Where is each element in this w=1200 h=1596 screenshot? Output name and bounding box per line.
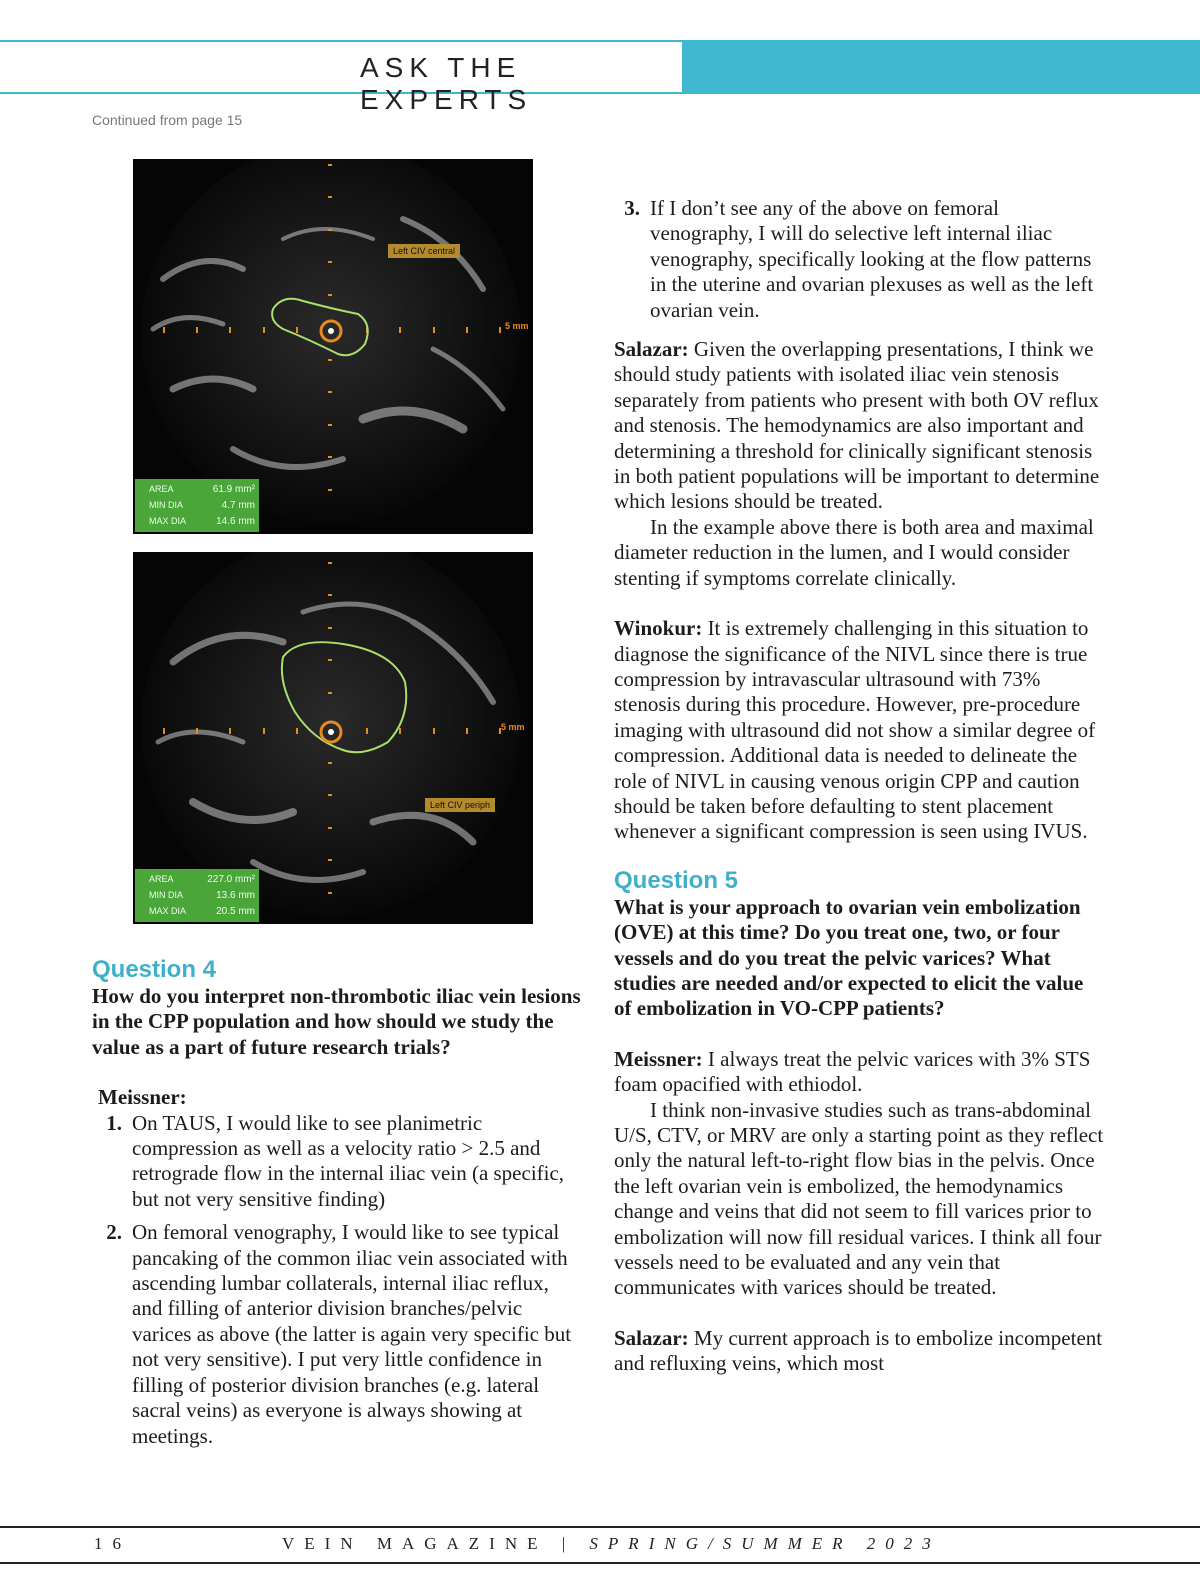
footer-rule-top — [0, 1526, 1200, 1528]
question-4-text: How do you interpret non-thrombotic iliac vein lesions in the CPP population and how should we study the value as a part of future research trials? — [92, 984, 581, 1059]
header-accent-block — [682, 40, 1200, 94]
question-4-heading: Question 4 — [92, 956, 217, 983]
meissner-answer-list — [92, 1111, 582, 1449]
salazar-answer-q5: Salazar: My current approach is to embolize incompetent and refluxing veins, which most — [614, 1325, 1103, 1376]
page-number: 16 — [94, 1534, 131, 1553]
question-5-heading: Question 5 — [614, 866, 739, 894]
meissner-answer-q5-continued: I think non-invasive studies such as trans-abdominal U/S, CTV, or MRV are only a starting point as they reflect only the natural left-to-right flow bias in the pelvis. Once the left ovarian vein is embolized, the hemodynamics change and veins that did not seem to fill varices prior to embolization will now fill residual varices. I think all four vessels need to be evaluated and any vein that communicates with varices should be treated. — [614, 1097, 1104, 1300]
measurement-row-area: AREA 61.9 mm² — [149, 483, 255, 495]
scale-marker: 5 mm — [501, 722, 525, 732]
salazar-answer-q4: Salazar: Given the overlapping presentations, I think we should study patients with isolated iliac vein stenosis separately from patients who present with both OV reflux and stenosis. The hemodynamics are also important and determining a threshold for clinically significant stenosis in both patient populations will be important to determine which lesions should be treated. — [614, 337, 1100, 514]
measurement-row-max-dia: MAX DIA 14.6 mm — [149, 515, 255, 527]
ivus-scan-graphic — [133, 159, 533, 534]
measurement-row-area: AREA 227.0 mm² — [149, 873, 255, 885]
speaker-meissner: Meissner: — [98, 1085, 187, 1110]
measurement-row-max-dia: MAX DIA 20.5 mm — [149, 905, 255, 917]
right-column-text — [614, 196, 1104, 1377]
ivus-view-label: Left CIV central — [388, 244, 460, 258]
magazine-name: VEIN MAGAZINE — [282, 1534, 548, 1553]
measurement-panel — [135, 869, 259, 922]
scale-marker: 5 mm — [505, 321, 529, 331]
meissner-answer-list-continued — [610, 196, 1104, 323]
issue-name: SPRING/SUMMER 2023 — [589, 1534, 941, 1553]
salazar-answer-q4-continued: In the example above there is both area and maximal diameter reduction in the lumen, and I would consider stenting if symptoms correlate clinically. — [614, 514, 1094, 590]
measurement-row-min-dia: MIN DIA 13.6 mm — [149, 889, 255, 901]
footer-rule-bottom — [0, 1562, 1200, 1564]
meissner-answer-q5: Meissner: I always treat the pelvic varices with 3% STS foam opacified with ethiodol. — [614, 1046, 1091, 1097]
list-item: 2. On femoral venography, I would like to see typical pancaking of the common iliac vein associated with ascending lumbar collaterals, internal iliac reflux, and filling of anterior division branches/pelvic varices as above (the latter is again very specific but not very sensitive). I put very little confidence in filling of posterior division branches (e.g. lateral sacral veins) as everyone is always showing at meetings. — [106, 1220, 572, 1448]
left-column-text — [92, 956, 582, 1449]
ivus-image-periph — [133, 552, 533, 924]
measurement-row-min-dia: MIN DIA 4.7 mm — [149, 499, 255, 511]
list-item: 1. On TAUS, I would like to see planimetric compression as well as a velocity ratio > 2.5 and retrograde flow in the internal iliac vein (a specific, but not very sensitive finding) — [106, 1110, 565, 1211]
winokur-answer-q4: Winokur: It is extremely challenging in this situation to diagnose the significance of the NIVL since there is true compression by intravascular ultrasound with 73% stenosis during this procedure. However, pre-procedure imaging with ultrasound did not show a similar degree of compression. Additional data is needed to delineate the role of NIVL in causing venous origin CPP and caution should be taken before defaulting to stent placement whenever a significant compression is seen using IVUS. — [614, 616, 1096, 844]
list-item: 3. If I don’t see any of the above on femoral venography, I will do selective left internal iliac venography, specifically looking at the flow patterns in the uterine and ovarian plexuses as well as the left ovarian vein. — [624, 196, 1094, 322]
section-title: ASK THE EXPERTS — [360, 52, 533, 115]
question-5-text: What is your approach to ovarian vein embolization (OVE) at this time? Do you treat one, two, or four vessels and do you treat the pelvic varices? What studies are needed and/or expected to elicit the value of embolization in VO-CPP patients? — [614, 894, 1084, 1021]
measurement-panel — [135, 479, 259, 532]
footer-magazine-issue — [282, 1534, 941, 1554]
header-rule-top — [0, 40, 682, 42]
continued-note: Continued from page 15 — [92, 112, 243, 128]
ivus-image-central — [133, 159, 533, 534]
footer-separator: | — [561, 1534, 576, 1553]
ivus-view-label: Left CIV periph — [425, 798, 495, 812]
